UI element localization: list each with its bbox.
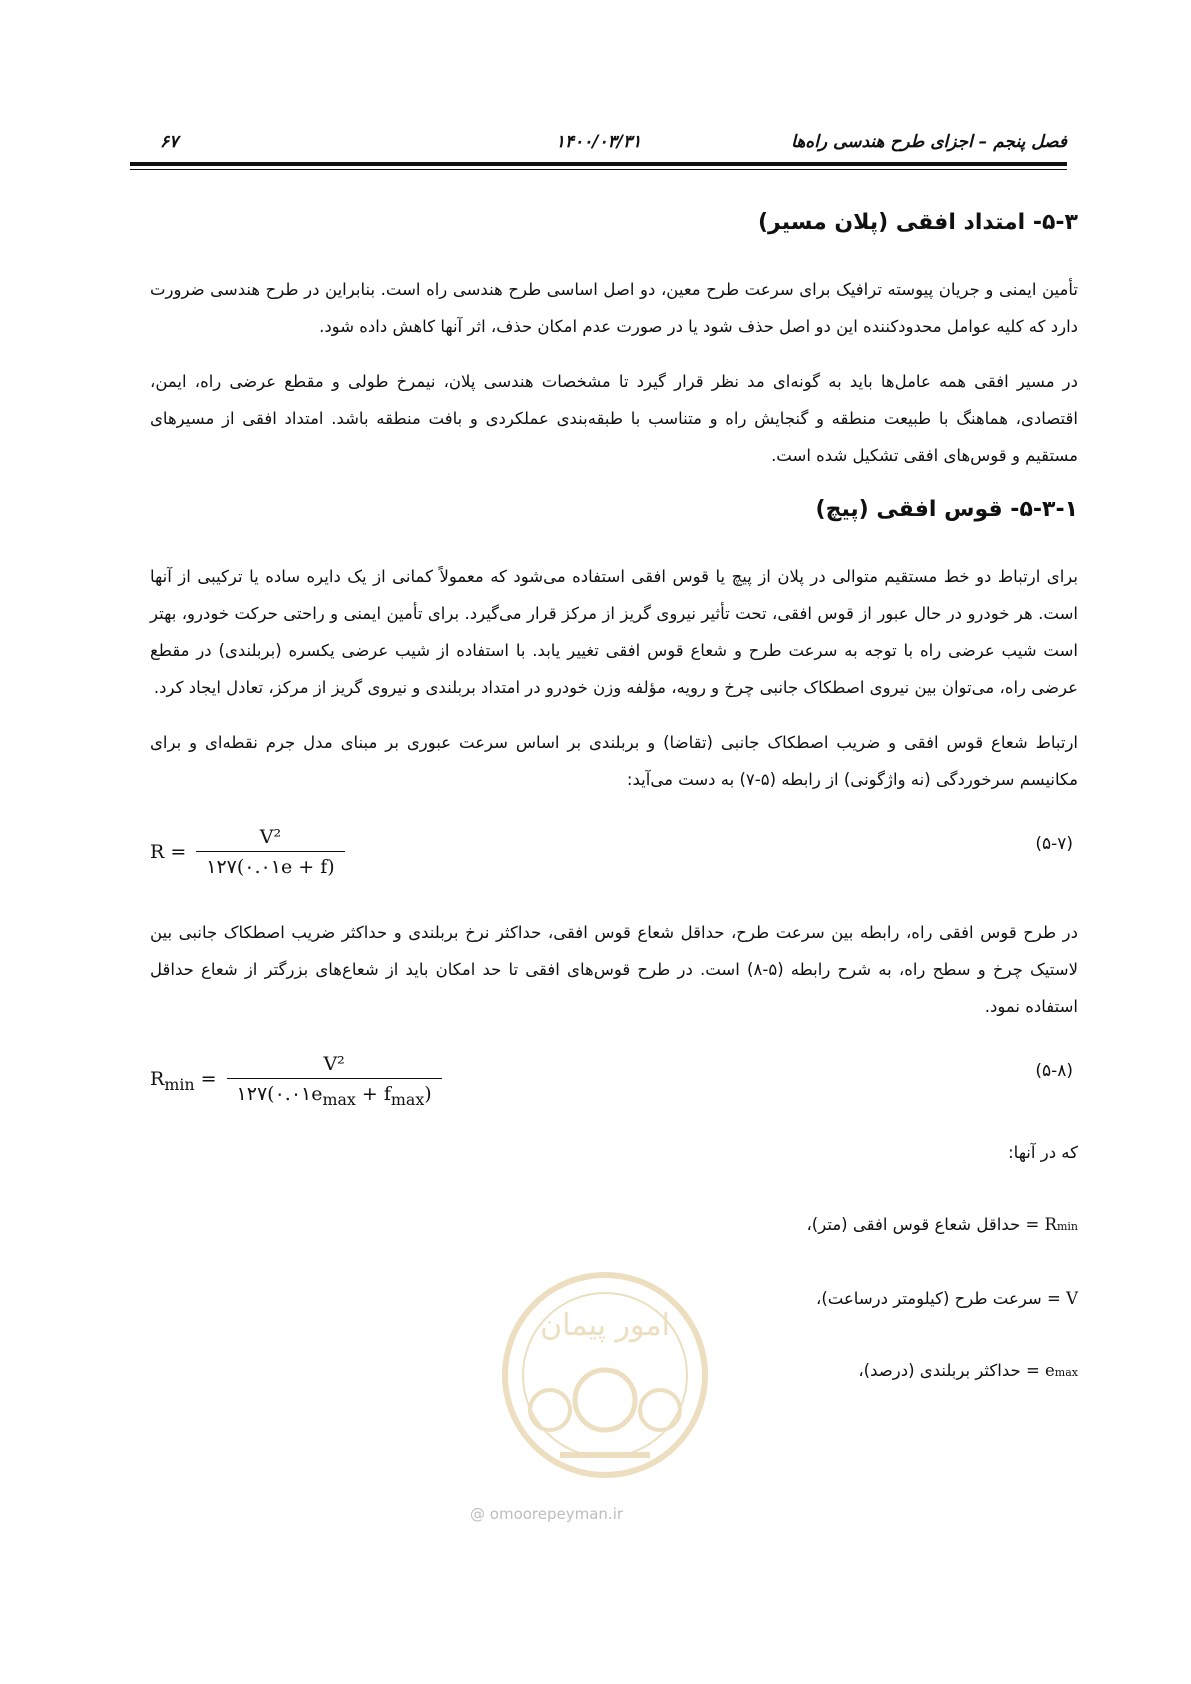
page-content <box>150 205 1078 1433</box>
header-rule-thick <box>130 162 1067 166</box>
equation-lhs: R = <box>150 841 187 863</box>
paragraph: تأمین ایمنی و جریان پیوسته ترافیک برای سرعت طرح معین، دو اصل اساسی طرح هندسی راه است. بنابراین در طرح هندسی ضرورت دارد که کلیه عوامل محدودکننده این دو اصل حذف شود یا در صورت عدم امکان حذف، اثر آنها کاهش داده شود. <box>150 280 1078 336</box>
definition-item: V = سرعت طرح (کیلومتر درساعت)، <box>816 1289 1078 1308</box>
chapter-title: فصل پنجم – اجزای طرح هندسی راه‌ها <box>791 132 1067 152</box>
equation-number: (۵-۷) <box>1035 834 1073 854</box>
equation-number: (۵-۸) <box>1035 1061 1073 1081</box>
paragraph: برای ارتباط دو خط مستقیم متوالی در پلان از پیچ یا قوس افقی استفاده می‌شود که معمولاً کمانی از یک دایره ساده یا ترکیبی از آنها است. هر خودرو در حال عبور از قوس افقی، تحت تأثیر نیروی گریز از مرکز قرار می‌گیرد. برای تأمین ایمنی و راحتی حرکت خودرو، بهتر است شیب عرضی راه با توجه به سرعت طرح و شعاع قوس افقی تغییر یابد. با استفاده از شیب عرضی یکسره (بربلندی) در مقطع عرضی راه، می‌توان بین نیروی اصطکاک جانبی چرخ و رویه، مؤلفه وزن خودرو در امتداد بربلندی و نیروی گریز از مرکز، تعادل ایجاد کرد. <box>150 567 1078 697</box>
where-label: که در آنها: <box>1008 1143 1078 1162</box>
svg-text:امور پیمان: امور پیمان <box>540 1308 670 1343</box>
equation-lhs: $R_{min}$ = <box>150 1068 217 1094</box>
page-header <box>130 118 1067 168</box>
equation-numerator: V² <box>323 1053 345 1075</box>
equation-8 <box>150 1043 1078 1123</box>
subsection-heading: ۵-۳-۱- قوس افقی (پیچ) <box>815 497 1078 522</box>
paragraph: ارتباط شعاع قوس افقی و ضریب اصطکاک جانبی (تقاضا) و بربلندی بر اساس سرعت عبوری بر مبنای مدل جرم نقطه‌ای و برای مکانیسم سرخوردگی (نه واژگونی) از رابطه (۵-۷) به دست می‌آید: <box>150 733 1078 789</box>
watermark-logo-icon <box>490 1260 720 1500</box>
header-date: ۱۴۰۰/۰۳/۳۱ <box>555 132 642 152</box>
definition-item: Rmin = حداقل شعاع قوس افقی (متر)، <box>806 1215 1078 1234</box>
equation-denominator: $۱۲۷(۰.۰۱e_{max} + f_{max})$ <box>227 1078 442 1109</box>
equation-7 <box>150 816 1078 896</box>
equation-fraction <box>227 1053 442 1109</box>
section-heading: ۵-۳- امتداد افقی (پلان مسیر) <box>757 210 1078 235</box>
equation-denominator: ۱۲۷(۰.۰۱e + f) <box>196 851 344 878</box>
watermark-site: @ omoorepeyman.ir <box>470 1505 624 1523</box>
page-number: ۶۷ <box>160 132 179 152</box>
definition-item: emax = حداکثر بربلندی (درصد)، <box>858 1361 1078 1380</box>
header-rule-thin <box>130 169 1067 170</box>
equation-fraction <box>196 826 344 878</box>
paragraph: در طرح قوس افقی راه، رابطه بین سرعت طرح، حداقل شعاع قوس افقی، حداکثر نرخ بربلندی و حداکثر ضریب اصطکاک جانبی بین لاستیک چرخ و سطح راه، به شرح رابطه (۵-۸) است. در طرح قوس‌های افقی تا حد امکان باید از شعاع‌های بزرگتر از شعاع حداقل استفاده نمود. <box>150 923 1079 1016</box>
equation-numerator: V² <box>259 826 282 848</box>
paragraph: در مسیر افقی همه عامل‌ها باید به گونه‌ای مد نظر قرار گیرد تا مشخصات هندسی پلان، نیمرخ طولی و مقطع عرضی راه، ایمن، اقتصادی، هماهنگ با طبیعت منطقه و گنجایش راه و متناسب با طبقه‌بندی عملکردی و بافت منطقه باشد. امتداد افقی از مسیرهای مستقیم و قوس‌های افقی تشکیل شده است. <box>150 372 1078 465</box>
